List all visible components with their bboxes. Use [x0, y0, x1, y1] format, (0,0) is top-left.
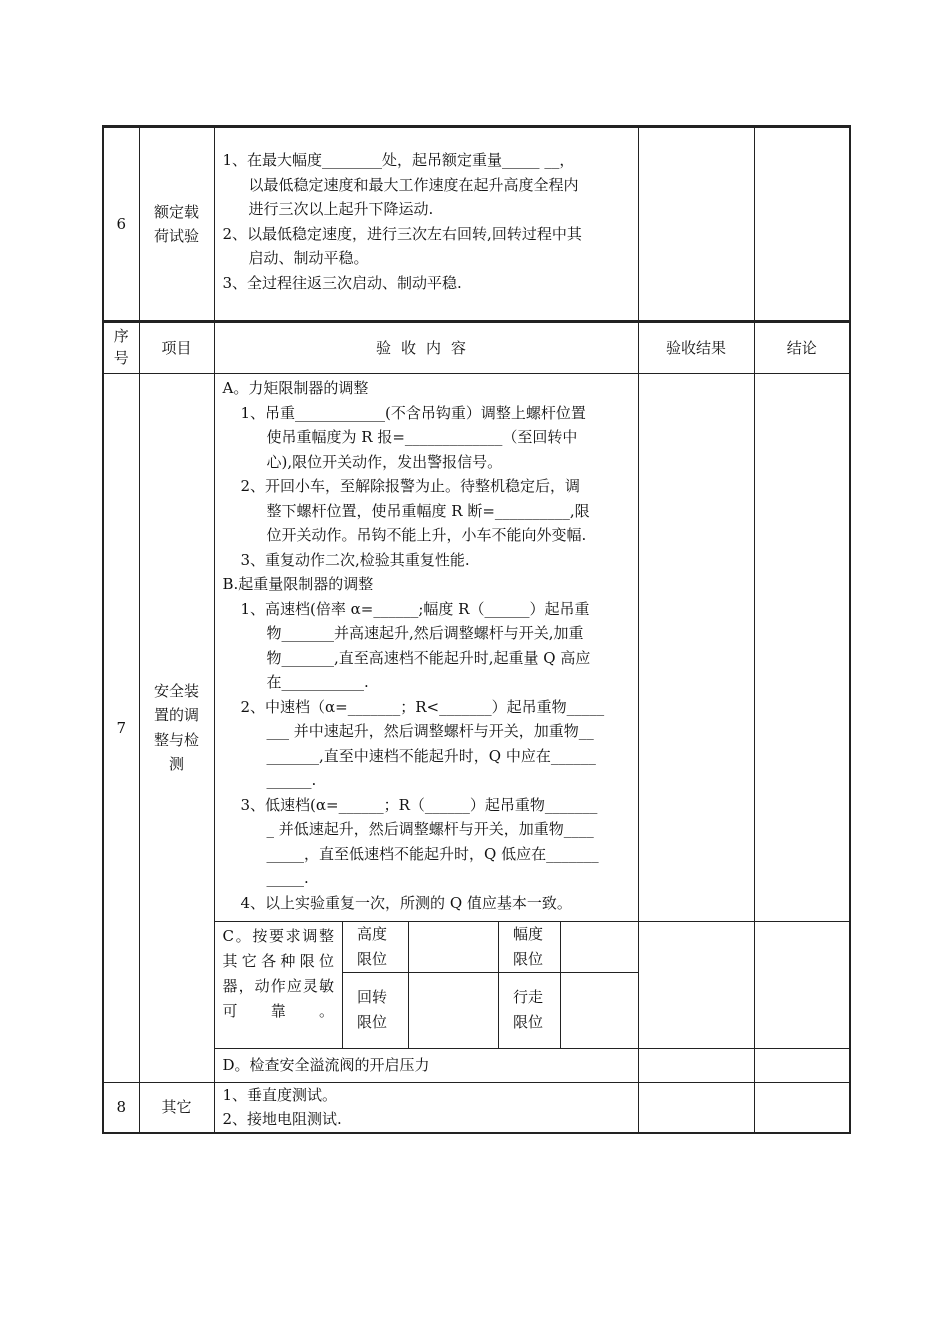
row-7-line: 在___________. [266, 673, 369, 691]
row-6-result [638, 127, 754, 322]
row-6-line: 进行三次以上起升下降运动. [248, 200, 434, 218]
row-8-result [638, 1082, 754, 1133]
row-7-line: _____，直至低速档不能起升时，Q 低应在_______ [266, 844, 599, 863]
row-7-line: 2、中速档（α=_______；R<_______）起吊重物_____ [240, 697, 605, 716]
row-7-d-conclusion [754, 1048, 850, 1082]
row-7-d [103, 1048, 850, 1082]
row-6-line: 启动、制动平稳。 [248, 249, 369, 267]
row-7-line: 使吊重幅度为 R 报=_____________（至回转中 [266, 428, 578, 446]
header-item: 项目 [139, 322, 214, 374]
height-limit-label: 高度限位 [343, 922, 409, 973]
row-8-line: 2、接地电阻测试. [222, 1110, 342, 1129]
travel-limit-label: 行走限位 [499, 973, 561, 1048]
row-6-line: 2、以最低稳定速度，进行三次左右回转,回转过程中其 [222, 224, 582, 243]
row-7-line: _____. [266, 869, 309, 887]
row-7-line: ___ 并中速起升，然后调整螺杆与开关，加重物__ [266, 722, 594, 740]
header-content: 验收内容 [214, 322, 638, 374]
acceptance-sheet [102, 125, 851, 1134]
row-7 [103, 374, 850, 922]
header-conclusion: 结论 [754, 322, 850, 374]
row-7-line: B.起重量限制器的调整 [222, 575, 374, 593]
row-7-c-cell [214, 922, 638, 1049]
row-6-line: 3、全过程往返三次启动、制动平稳. [222, 273, 462, 292]
row-6-item [139, 127, 214, 322]
row-8-number: 8 [103, 1082, 139, 1133]
row-6-conclusion [754, 127, 850, 322]
row-7-line: 2、开回小车，至解除报警为止。待整机稳定后，调 [240, 477, 581, 495]
row-6-line: 以最低稳定速度和最大工作速度在起升高度全程内 [248, 175, 579, 194]
row-7-content [214, 374, 638, 922]
row-7-line: 3、重复动作二次,检验其重复性能. [240, 550, 470, 569]
row-7-c [103, 922, 850, 1049]
row-7-item-label: 安全装置的调整与检测 [153, 681, 199, 774]
row-7-line: ______. [266, 771, 317, 789]
row-6-content [214, 127, 638, 322]
header-number: 序号 [103, 322, 139, 374]
row-7-line: 整下螺杆位置，使吊重幅度 R 断=__________,限 [266, 501, 590, 520]
row-7-line: 1、吊重____________(不含吊钩重）调整上螺杆位置 [240, 403, 586, 422]
row-6-item-label: 额定载荷试验 [153, 202, 199, 245]
row-8-content [214, 1082, 638, 1133]
row-7-conclusion [754, 374, 850, 922]
row-7-d-text: D。检查安全溢流阀的开启压力 [214, 1048, 638, 1082]
header-row [103, 322, 850, 374]
row-7-result [638, 374, 754, 922]
height-limit-value [409, 922, 499, 973]
row-7-line: _______,直至中速档不能起升时，Q 中应在______ [266, 746, 596, 765]
amplitude-limit-value [561, 922, 638, 973]
amplitude-limit-label: 幅度限位 [499, 922, 561, 973]
limit-subtable [215, 922, 638, 1048]
acceptance-table [102, 125, 851, 1134]
row-7-line: 物_______,直至高速档不能起升时,起重量 Q 高应 [266, 648, 591, 667]
row-7-item [139, 374, 214, 1083]
row-7-line: A。力矩限制器的调整 [222, 379, 369, 397]
row-7-line: 位开关动作。吊钩不能上升，小车不能向外变幅. [266, 526, 587, 544]
rotation-limit-value [409, 973, 499, 1048]
row-8-line: 1、垂直度测试。 [222, 1085, 338, 1104]
row-8-item: 其它 [139, 1082, 214, 1133]
row-7-c-conclusion [754, 922, 850, 1049]
header-result: 验收结果 [638, 322, 754, 374]
travel-limit-value [561, 973, 638, 1048]
row-7-line: 心),限位开关动作，发出警报信号。 [266, 452, 503, 471]
row-7-line: 物_______并高速起升,然后调整螺杆与开关,加重 [266, 624, 584, 642]
row-8-conclusion [754, 1082, 850, 1133]
row-6-number: 6 [103, 127, 139, 322]
row-7-line: _ 并低速起升，然后调整螺杆与开关，加重物____ [266, 820, 594, 838]
row-7-line: 1、高速档(倍率 α=______;幅度 R（______）起吊重 [240, 599, 590, 618]
row-7-d-result [638, 1048, 754, 1082]
row-7-line: 3、低速档(α=______；R（______）起吊重物_______ [240, 795, 598, 814]
row-6-line: 1、在最大幅度________处，起吊额定重量_____ __， [222, 151, 575, 169]
row-8 [103, 1082, 850, 1133]
row-7-number: 7 [103, 374, 139, 1083]
row-6 [103, 127, 850, 322]
rotation-limit-label: 回转限位 [343, 973, 409, 1048]
row-7-c-result [638, 922, 754, 1049]
row-7-c-text: C。按要求调整其它各种限位器，动作应灵敏可靠。 [215, 922, 343, 1048]
row-7-line: 4、以上实验重复一次，所测的 Q 值应基本一致。 [240, 893, 572, 912]
